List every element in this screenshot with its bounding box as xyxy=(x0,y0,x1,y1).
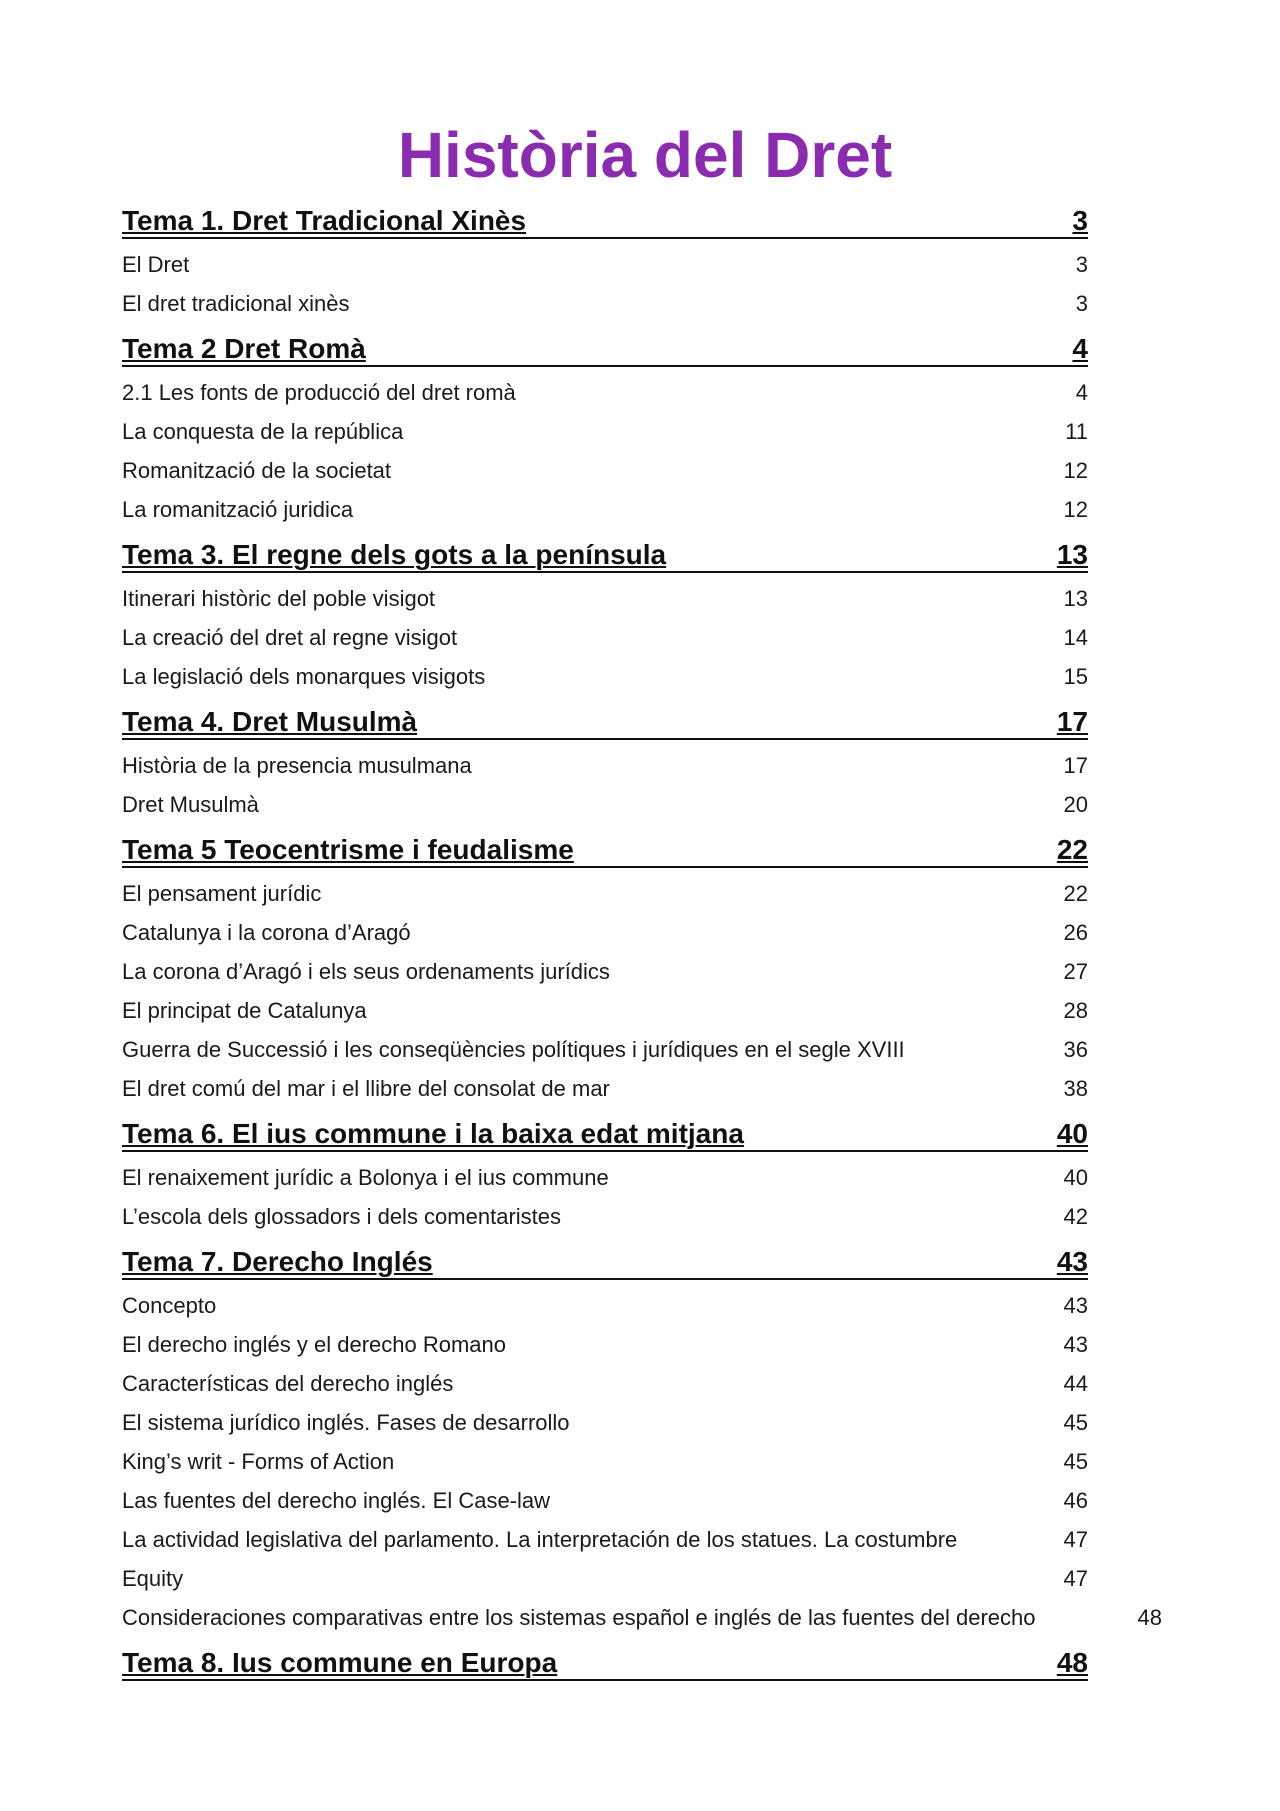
entry-title: King’s writ - Forms of Action xyxy=(122,1449,395,1474)
chapter-page: 3 xyxy=(1072,205,1088,236)
toc-entry[interactable] xyxy=(122,1520,1088,1559)
entry-page: 45 xyxy=(1063,1449,1088,1474)
entry-page: 13 xyxy=(1063,586,1088,611)
toc-entry[interactable] xyxy=(122,412,1088,451)
toc-entry[interactable] xyxy=(122,1325,1088,1364)
entry-title: El dret comú del mar i el llibre del consolat de mar xyxy=(122,1076,610,1101)
entry-title: La conquesta de la república xyxy=(122,419,404,444)
entry-page: 14 xyxy=(1063,625,1088,650)
entry-title: El principat de Catalunya xyxy=(122,998,367,1023)
chapter-page: 17 xyxy=(1056,706,1088,737)
entry-page: 46 xyxy=(1063,1488,1088,1513)
toc-entry[interactable] xyxy=(122,1158,1088,1197)
entry-title: Guerra de Successió i les conseqüències polítiques i jurídiques en el segle XVIII xyxy=(122,1037,905,1062)
entry-title: Catalunya i la corona d’Aragó xyxy=(122,920,411,945)
entry-title: La corona d’Aragó i els seus ordenaments jurídics xyxy=(122,959,610,984)
entry-page: 3 xyxy=(1075,291,1088,316)
toc-entry[interactable] xyxy=(122,1030,1088,1069)
entry-page: 3 xyxy=(1075,252,1088,277)
toc-entry[interactable] xyxy=(122,1442,1088,1481)
entry-title: Itinerari històric del poble visigot xyxy=(122,586,436,611)
chapter-title: Tema 1. Dret Tradicional Xinès xyxy=(122,205,527,236)
entry-title: El dret tradicional xinès xyxy=(122,291,350,316)
entry-page: 22 xyxy=(1063,881,1088,906)
toc-entry[interactable] xyxy=(122,373,1088,412)
toc-entry[interactable] xyxy=(122,1598,1162,1637)
entry-page: 47 xyxy=(1063,1527,1088,1552)
entry-title: La actividad legislativa del parlamento. La interpretación de los statues. La costumbre xyxy=(122,1527,958,1552)
toc-entry[interactable] xyxy=(122,490,1088,529)
entry-page: 15 xyxy=(1063,664,1088,689)
entry-page: 12 xyxy=(1063,497,1088,522)
entry-title: El pensament jurídic xyxy=(122,881,322,906)
toc-entry[interactable] xyxy=(122,284,1088,323)
entry-title: El Dret xyxy=(122,252,190,277)
chapter-title: Tema 4. Dret Musulmà xyxy=(122,706,418,737)
entry-title: Equity xyxy=(122,1566,184,1591)
entry-page: 48 xyxy=(1137,1605,1162,1630)
toc-chapter[interactable] xyxy=(122,1647,1088,1681)
entry-title: L’escola dels glossadors i dels comentaristes xyxy=(122,1204,562,1229)
toc-entry[interactable] xyxy=(122,451,1088,490)
toc-entry[interactable] xyxy=(122,746,1088,785)
chapter-page: 48 xyxy=(1056,1647,1088,1678)
entry-title: Características del derecho inglés xyxy=(122,1371,454,1396)
entry-page: 17 xyxy=(1063,753,1088,778)
table-of-contents xyxy=(122,205,1162,1687)
entry-page: 44 xyxy=(1063,1371,1088,1396)
chapter-page: 13 xyxy=(1056,539,1088,570)
toc-chapter[interactable] xyxy=(122,1118,1088,1152)
chapter-title: Tema 8. Ius commune en Europa xyxy=(122,1647,558,1678)
chapter-page: 43 xyxy=(1056,1246,1088,1277)
toc-entry[interactable] xyxy=(122,913,1088,952)
chapter-page: 40 xyxy=(1056,1118,1088,1149)
chapter-title: Tema 5 Teocentrisme i feudalisme xyxy=(122,834,574,865)
toc-entry[interactable] xyxy=(122,245,1088,284)
entry-page: 40 xyxy=(1063,1165,1088,1190)
entry-title: Romanització de la societat xyxy=(122,458,392,483)
toc-chapter[interactable] xyxy=(122,333,1088,367)
entry-title: 2.1 Les fonts de producció del dret romà xyxy=(122,380,516,405)
toc-chapter[interactable] xyxy=(122,205,1088,239)
entry-title: El derecho inglés y el derecho Romano xyxy=(122,1332,507,1357)
toc-entry[interactable] xyxy=(122,991,1088,1030)
entry-page: 28 xyxy=(1063,998,1088,1023)
toc-chapter[interactable] xyxy=(122,539,1088,573)
entry-title: Consideraciones comparativas entre los sistemas español e inglés de las fuentes del derecho xyxy=(122,1605,1036,1630)
entry-page: 38 xyxy=(1063,1076,1088,1101)
entry-title: Concepto xyxy=(122,1293,217,1318)
chapter-title: Tema 6. El ius commune i la baixa edat mitjana xyxy=(122,1118,744,1149)
chapter-title: Tema 7. Derecho Inglés xyxy=(122,1246,433,1277)
entry-page: 4 xyxy=(1075,380,1088,405)
toc-entry[interactable] xyxy=(122,1559,1088,1598)
toc-entry[interactable] xyxy=(122,1403,1088,1442)
entry-title: La legislació dels monarques visigots xyxy=(122,664,486,689)
entry-page: 20 xyxy=(1063,792,1088,817)
entry-page: 43 xyxy=(1063,1293,1088,1318)
entry-title: El sistema jurídico inglés. Fases de desarrollo xyxy=(122,1410,570,1435)
chapter-page: 4 xyxy=(1072,333,1088,364)
toc-entry[interactable] xyxy=(122,1197,1088,1236)
toc-entry[interactable] xyxy=(122,618,1088,657)
entry-title: El renaixement jurídic a Bolonya i el ius commune xyxy=(122,1165,609,1190)
entry-page: 26 xyxy=(1063,920,1088,945)
document-title: Història del Dret xyxy=(397,119,893,191)
entry-page: 12 xyxy=(1063,458,1088,483)
entry-page: 11 xyxy=(1065,419,1088,444)
entry-page: 27 xyxy=(1063,959,1088,984)
toc-chapter[interactable] xyxy=(122,706,1088,740)
toc-entry[interactable] xyxy=(122,1481,1088,1520)
toc-entry[interactable] xyxy=(122,874,1088,913)
entry-page: 36 xyxy=(1063,1037,1088,1062)
chapter-title: Tema 3. El regne dels gots a la península xyxy=(122,539,667,570)
chapter-page: 22 xyxy=(1056,834,1088,865)
toc-entry[interactable] xyxy=(122,785,1088,824)
toc-entry[interactable] xyxy=(122,657,1088,696)
entry-title: Las fuentes del derecho inglés. El Case-law xyxy=(122,1488,551,1513)
entry-page: 43 xyxy=(1063,1332,1088,1357)
chapter-title: Tema 2 Dret Romà xyxy=(122,333,366,364)
entry-page: 47 xyxy=(1063,1566,1088,1591)
entry-page: 42 xyxy=(1063,1204,1088,1229)
entry-title: La romanització juridica xyxy=(122,497,354,522)
entry-page: 45 xyxy=(1063,1410,1088,1435)
toc-entry[interactable] xyxy=(122,579,1088,618)
entry-title: Dret Musulmà xyxy=(122,792,259,817)
toc-entry[interactable] xyxy=(122,1069,1088,1108)
toc-entry[interactable] xyxy=(122,1364,1088,1403)
entry-title: Història de la presencia musulmana xyxy=(122,753,472,778)
toc-chapter[interactable] xyxy=(122,834,1088,868)
toc-entry[interactable] xyxy=(122,952,1088,991)
toc-chapter[interactable] xyxy=(122,1246,1088,1280)
entry-title: La creació del dret al regne visigot xyxy=(122,625,458,650)
toc-entry[interactable] xyxy=(122,1286,1088,1325)
